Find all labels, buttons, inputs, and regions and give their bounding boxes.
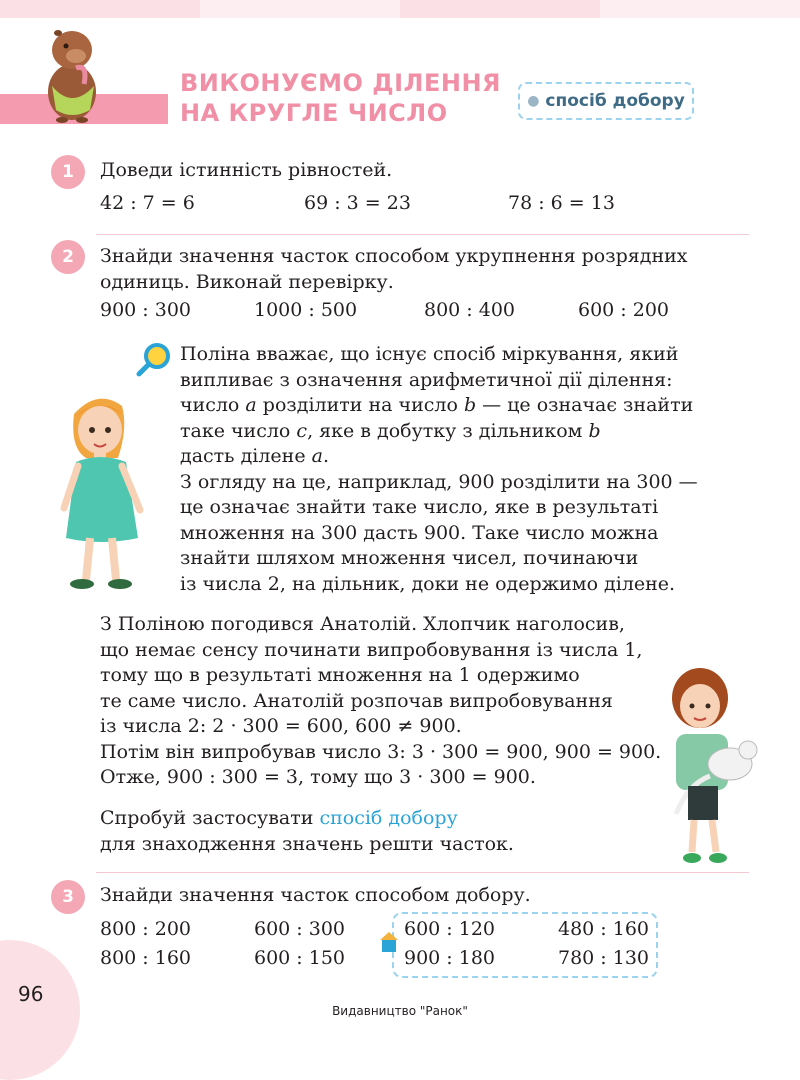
capybara-mascot-icon [36, 24, 108, 124]
polina-line-7: це означає знайти таке число, яке в результаті [180, 496, 659, 518]
task-3-r1-3: 600 : 120 [404, 918, 496, 940]
top-bar-segment-4 [600, 0, 800, 18]
top-bar-segment-3 [400, 0, 600, 18]
divider-2 [96, 872, 749, 873]
var-b-2: b [588, 419, 601, 442]
magnifier-icon [134, 340, 174, 380]
var-a-2: a [311, 445, 323, 467]
polina-line-5: дасть ділене a. [180, 445, 329, 467]
task-2-number: 2 [51, 240, 85, 274]
polina-line-1: Поліна вважає, що існує спосіб міркування, який [180, 343, 679, 365]
task-3-r2-1: 800 : 160 [100, 947, 192, 969]
task-1-eq-1: 42 : 7 = 6 [100, 192, 195, 214]
divider-1 [96, 234, 749, 235]
task-3-r2-3: 900 : 180 [404, 947, 496, 969]
task-3-r1-1: 800 : 200 [100, 918, 192, 940]
task-3-text: Знайди значення часток способом добору. [100, 884, 531, 906]
task-3-r2-4: 780 : 130 [558, 947, 650, 969]
task-2-expr-3: 800 : 400 [424, 299, 516, 321]
polina-line-6: З огляду на це, наприклад, 900 розділити на 300 — [180, 470, 698, 493]
anatoliy-line-4: те саме число. Анатолій розпочав випробовування [100, 689, 613, 712]
page-number: 96 [18, 982, 44, 1006]
task-3-number: 3 [51, 880, 85, 914]
anatoliy-line-6: Потім він випробував число 3: 3 · 300 = 900, 900 = 900. [100, 740, 662, 763]
title-line-1: ВИКОНУЄМО ДІЛЕННЯ [180, 69, 502, 97]
try-prefix: Спробуй застосувати [100, 807, 320, 829]
polina-text [180, 342, 698, 597]
advanced-tasks-frame [392, 912, 658, 978]
task-2-expr-2: 1000 : 500 [254, 299, 358, 321]
anatoliy-line-7: Отже, 900 : 300 = 3, тому що 3 · 300 = 900. [100, 766, 536, 788]
top-bar-segment-2 [200, 0, 400, 18]
polina-line-8: множення на 300 дасть 900. Таке число можна [180, 521, 659, 544]
anatoliy-boy-illustration [660, 664, 760, 870]
task-3-r2-2: 600 : 150 [254, 947, 346, 969]
page-title [180, 68, 501, 128]
var-c: c [296, 419, 308, 442]
anatoliy-line-5: із числа 2: 2 · 300 = 600, 600 ≠ 900. [100, 715, 462, 737]
method-badge-label: спосіб добору [545, 91, 685, 111]
anatoliy-text [100, 612, 661, 791]
task-2-text-line-2: одиниць. Виконай перевірку. [100, 271, 394, 293]
method-badge [518, 82, 694, 120]
task-1-eq-2: 69 : 3 = 23 [304, 192, 411, 214]
anatoliy-line-2: що немає сенсу починати випробовування із числа 1, [100, 638, 643, 661]
task-2-expr-1: 900 : 300 [100, 299, 192, 321]
task-3-r1-2: 600 : 300 [254, 918, 346, 940]
anatoliy-line-1: З Поліною погодився Анатолій. Хлопчик наголосив, [100, 613, 625, 635]
var-b: b [463, 394, 477, 416]
try-line-1 [100, 806, 514, 832]
var-a: a [245, 394, 257, 416]
task-2-text-line-1: Знайди значення часток способом укрупнення розрядних [100, 245, 688, 267]
method-link[interactable]: спосіб добору [319, 807, 458, 829]
task-3-r1-4: 480 : 160 [558, 918, 650, 940]
task-1-text: Доведи істинність рівностей. [100, 159, 393, 181]
task-1-number: 1 [51, 155, 85, 189]
anatoliy-line-3: тому що в результаті множення на 1 одержимо [100, 664, 580, 686]
task-1-eq-3: 78 : 6 = 13 [508, 192, 615, 214]
publisher: Видавництво "Ранок" [332, 1004, 468, 1018]
title-line-2: НА КРУГЛЕ ЧИСЛО [180, 99, 448, 127]
polina-line-2: випливає з означення арифметичної дії ділення: [180, 368, 673, 391]
top-bar-segment-1 [0, 0, 200, 18]
polina-girl-illustration [56, 388, 152, 592]
try-line-2: для знаходження значень решти часток. [100, 832, 514, 855]
polina-line-3: число a розділити на число b — це означає знайти [180, 394, 694, 416]
polina-line-4: таке число c, яке в добутку з дільником b [180, 419, 601, 442]
bullet-icon: ● [527, 93, 540, 109]
polina-line-10: із числа 2, на дільник, доки не одержимо ділене. [180, 572, 676, 595]
try-method-text [100, 806, 514, 857]
polina-line-9: знайти шляхом множення чисел, починаючи [180, 547, 639, 569]
house-marker-icon [380, 932, 398, 954]
task-2-expr-4: 600 : 200 [578, 299, 670, 321]
